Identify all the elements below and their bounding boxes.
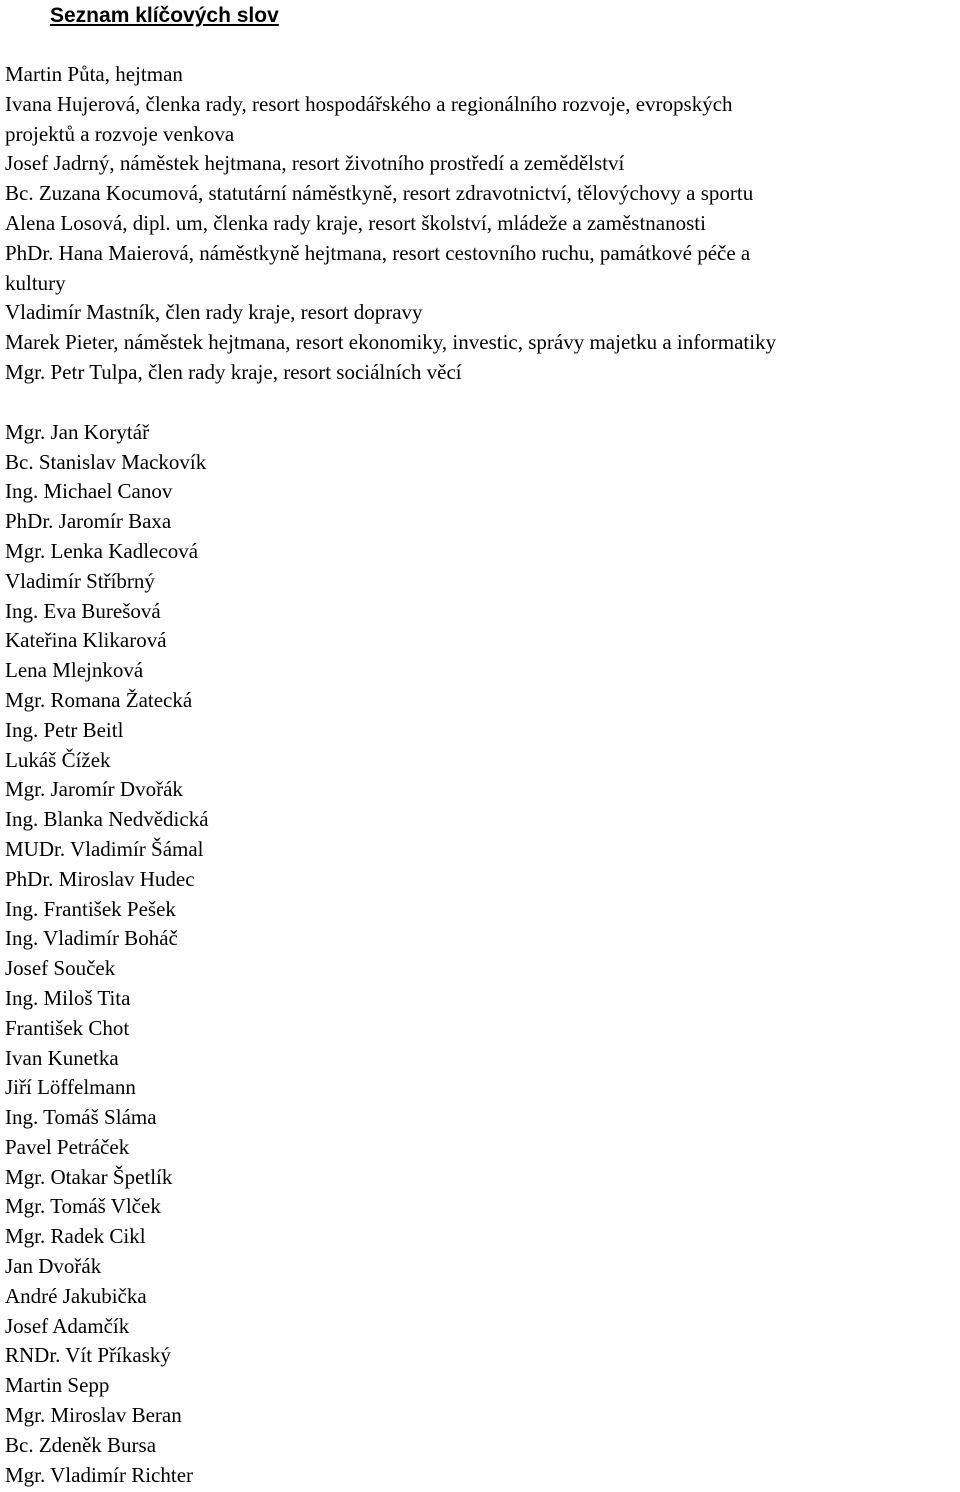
member-name: PhDr. Jaromír Baxa: [5, 509, 172, 534]
member-name: Mgr. Vladimír Richter: [5, 1462, 194, 1487]
member-name: PhDr. Miroslav Hudec: [5, 866, 195, 891]
official-line: Vladimír Mastník, člen rady kraje, resort dopravy: [5, 300, 423, 325]
official-line: Bc. Zuzana Kocumová, statutární náměstkyně, resort zdravotnictví, tělovýchovy a sportu: [5, 181, 754, 206]
member-name: Ing. Miloš Tita: [5, 985, 131, 1010]
member-name: Lukáš Čížek: [5, 747, 111, 772]
official-line: Martin Půta, hejtman: [5, 62, 183, 86]
document-page: [5, 0, 957, 1490]
member-name: Martin Sepp: [5, 1373, 110, 1398]
member-name: Ing. Petr Beitl: [5, 717, 124, 742]
member-name: André Jakubička: [5, 1283, 147, 1308]
member-name: RNDr. Vít Příkaský: [5, 1343, 171, 1368]
official-line: Josef Jadrný, náměstek hejtmana, resort životního prostředí a zemědělství: [5, 151, 625, 176]
official-line: Marek Pieter, náměstek hejtmana, resort ekonomiky, investic, správy majetku a informatiky: [5, 330, 777, 355]
member-name: Pavel Petráček: [5, 1134, 130, 1159]
official-line: kultury: [5, 270, 66, 295]
member-name: Josef Souček: [5, 956, 116, 981]
member-name: Jan Dvořák: [5, 1254, 102, 1279]
member-name: Ing. Tomáš Sláma: [5, 1105, 157, 1130]
member-name: Ing. Eva Burešová: [5, 598, 161, 623]
official-line: PhDr. Hana Maierová, náměstkyně hejtmana, resort cestovního ruchu, památkové péče a: [5, 240, 751, 265]
page-title: Seznam klíčových slov: [50, 4, 279, 27]
member-name: Bc. Stanislav Mackovík: [5, 449, 207, 474]
member-name: Bc. Zdeněk Bursa: [5, 1432, 157, 1457]
member-name: Mgr. Miroslav Beran: [5, 1403, 182, 1428]
officials-list: [5, 60, 957, 388]
member-name: František Chot: [5, 1015, 130, 1040]
official-line: projektů a rozvoje venkova: [5, 121, 235, 146]
member-name: Mgr. Radek Cikl: [5, 1224, 146, 1249]
member-name: Mgr. Jaromír Dvořák: [5, 777, 183, 802]
member-name: Mgr. Otakar Špetlík: [5, 1164, 173, 1189]
member-name: Vladimír Stříbrný: [5, 568, 155, 593]
member-name: Ing. Blanka Nedvědická: [5, 807, 209, 832]
member-name: Mgr. Jan Korytář: [5, 419, 150, 444]
members-list: [5, 418, 957, 1491]
member-name: Kateřina Klikarová: [5, 628, 167, 653]
member-name: Ivan Kunetka: [5, 1045, 119, 1070]
member-name: Josef Adamčík: [5, 1313, 130, 1338]
official-line: Ivana Hujerová, členka rady, resort hospodářského a regionálního rozvoje, evropských: [5, 91, 733, 116]
official-line: Mgr. Petr Tulpa, člen rady kraje, resort sociálních věcí: [5, 359, 462, 384]
member-name: MUDr. Vladimír Šámal: [5, 836, 204, 861]
member-name: Ing. Vladimír Boháč: [5, 926, 178, 951]
member-name: Mgr. Lenka Kadlecová: [5, 538, 199, 563]
member-name: Ing. Michael Canov: [5, 479, 173, 504]
member-name: Jiří Löffelmann: [5, 1075, 136, 1100]
member-name: Ing. František Pešek: [5, 896, 176, 921]
official-line: Alena Losová, dipl. um, členka rady kraje, resort školství, mládeže a zaměstnanosti: [5, 210, 706, 235]
member-name: Lena Mlejnková: [5, 658, 144, 683]
member-name: Mgr. Romana Žatecká: [5, 687, 193, 712]
member-name: Mgr. Tomáš Vlček: [5, 1194, 161, 1219]
